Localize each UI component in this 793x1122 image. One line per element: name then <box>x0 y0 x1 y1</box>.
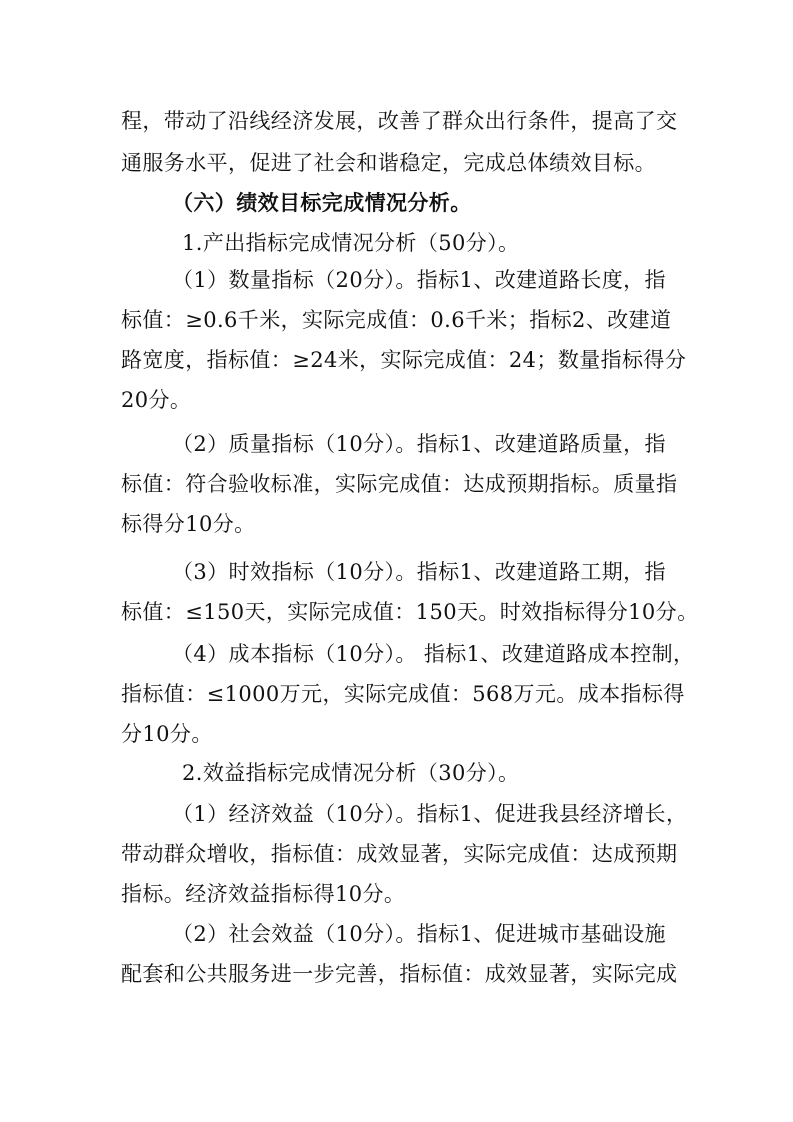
quantity-indicator-line-2: 标值：≥0.6千米，实际完成值：0.6千米；指标2、改建道 <box>121 308 672 332</box>
quality-indicator-line-3: 标得分10分。 <box>121 512 256 536</box>
economic-benefit-line-1: （1）经济效益（10分）。指标1、促进我县经济增长， <box>172 802 688 826</box>
paragraph-line-1: 程，带动了沿线经济发展，改善了群众出行条件，提高了交 <box>121 109 678 133</box>
cost-indicator-line-3: 分10分。 <box>121 722 213 746</box>
quantity-indicator-line-1: （1）数量指标（20分）。指标1、改建道路长度，指 <box>172 268 666 292</box>
section-heading: （六）绩效目标完成情况分析。 <box>172 190 472 215</box>
timeliness-indicator-line-2: 标值：≤150天，实际完成值：150天。时效指标得分10分。 <box>121 600 699 624</box>
cost-indicator-line-2: 指标值：≤1000万元，实际完成值：568万元。成本指标得 <box>121 682 685 706</box>
economic-benefit-line-3: 指标。经济效益指标得10分。 <box>121 882 406 906</box>
social-benefit-line-2: 配套和公共服务进一步完善，指标值：成效显著，实际完成 <box>121 962 678 986</box>
paragraph-line-2: 通服务水平，促进了社会和谐稳定，完成总体绩效目标。 <box>121 151 656 175</box>
economic-benefit-line-2: 带动群众增收，指标值：成效显著，实际完成值：达成预期 <box>121 842 678 866</box>
subsection-heading-output: 1.产出指标完成情况分析（50分）。 <box>182 231 520 255</box>
timeliness-indicator-line-1: （3）时效指标（10分）。指标1、改建道路工期，指 <box>172 560 666 584</box>
quantity-indicator-line-3: 路宽度，指标值：≥24米，实际完成值：24；数量指标得分 <box>121 348 687 372</box>
quality-indicator-line-1: （2）质量指标（10分）。指标1、改建道路质量，指 <box>172 432 666 456</box>
cost-indicator-line-1: （4）成本指标（10分）。 指标1、改建道路成本控制， <box>172 642 695 666</box>
subsection-heading-benefit: 2.效益指标完成情况分析（30分）。 <box>182 761 520 785</box>
social-benefit-line-1: （2）社会效益（10分）。指标1、促进城市基础设施 <box>172 922 666 946</box>
quality-indicator-line-2: 标值：符合验收标准，实际完成值：达成预期指标。质量指 <box>121 472 678 496</box>
quantity-indicator-line-4: 20分。 <box>121 388 192 412</box>
